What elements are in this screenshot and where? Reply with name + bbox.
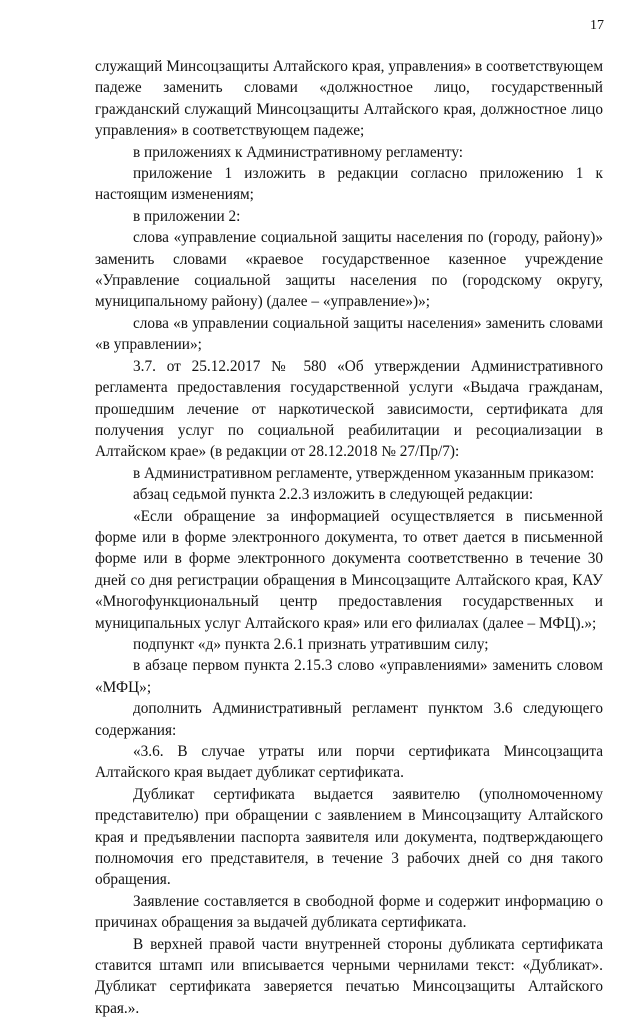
paragraph: Заявление составляется в свободной форме и содержит информацию о причинах обращения за выдачей дубликата сертификата. [95,892,603,932]
page-number: 17 [590,18,604,33]
paragraph: в приложениях к Административному регламенту: [133,143,464,161]
paragraph: в Административном регламенте, утвержденном указанным приказом: [133,464,595,482]
paragraph: в приложении 2: [133,207,241,225]
paragraph: слова «в управлении социальной защиты населения» заменить словами «в управлении»; [95,314,603,354]
paragraph: В верхней правой части внутренней стороны дубликата сертификата ставится штамп или вписывается черными чернилами текст: «Дубликат». Дубликат сертификата заверяется печатью Минсоцзащиты Алтайского края.». [95,935,603,1017]
paragraph: дополнить Административный регламент пунктом 3.6 следующего содержания: [95,700,603,739]
document-body [95,56,603,1019]
paragraph: подпункт «д» пункта 2.6.1 признать утратившим силу; [133,635,489,653]
paragraph: в абзаце первом пункта 2.15.3 слово «управлениями» заменить словом «МФЦ»; [95,657,603,696]
paragraph: Дубликат сертификата выдается заявителю (уполномоченному представителю) при обращении с заявлением в Минсоцзащиту Алтайского края и предъявлении паспорта заявителя или документа, подтверждающего полномочия его представителя, в течение 3 рабочих дней со дня такого обращения. [95,785,603,889]
paragraph: приложение 1 изложить в редакции согласно приложению 1 к настоящим изменениям; [95,165,603,204]
paragraph: 3.7. от 25.12.2017 № 580 «Об утверждении Административного регламента предоставления государственной услуги «Выдача гражданам, прошедшим лечение от наркотической зависимости, сертификата для получения услуг по социальной реабилитации и ресоциализации в Алтайском крае» (в редакции от 28.12.2018 № 27/Пр/7): [95,357,603,461]
paragraph: слова «управление социальной защиты населения по (городу, району)» заменить словами «краевое государственное казенное учреждение «Управление социальной защиты населения по (городскому округу, муниципальному району) (далее – «управление»)»; [95,229,603,311]
paragraph: «Если обращение за информацией осуществляется в письменной форме или в форме электронного документа, то ответ дается в письменной форме или в форме электронного документа соответственно в течение 30 дней со дня регистрации обращения в Минсоцзащите Алтайского края, КАУ «Многофункциональный центр предоставления государственных и муниципальных услуг Алтайского края» или его филиалах (далее – МФЦ).»; [95,507,603,632]
paragraph: «3.6. В случае утраты или порчи сертификата Минсоцзащита Алтайского края выдает дубликат сертификата. [95,743,603,782]
paragraph: абзац седьмой пункта 2.2.3 изложить в следующей редакции: [133,486,534,504]
paragraph: служащий Минсоцзащиты Алтайского края, управления» в соответствующем падеже заменить словами «должностное лицо, государственный гражданский служащий Минсоцзащиты Алтайского края, должностное лицо управления» в соответствующем падеже; [95,58,603,140]
